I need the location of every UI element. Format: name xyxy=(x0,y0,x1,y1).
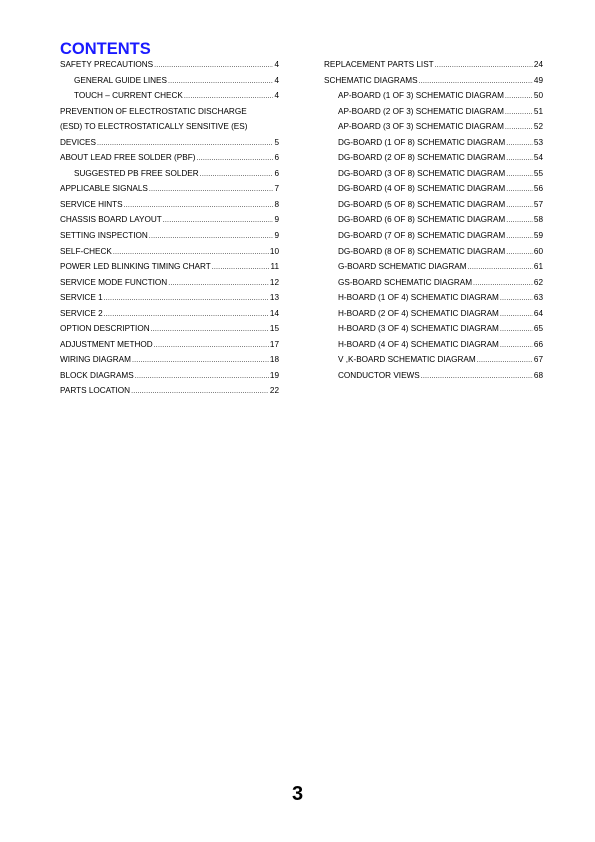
toc-entry[interactable] xyxy=(60,88,279,104)
dot-leader xyxy=(200,167,274,183)
dot-leader xyxy=(506,229,533,245)
dot-leader xyxy=(212,260,270,276)
dot-leader xyxy=(500,322,533,338)
dot-leader xyxy=(500,338,533,354)
toc-entry-page: 52 xyxy=(533,122,543,132)
toc-entry-title: ABOUT LEAD FREE SOLDER (PBF) xyxy=(60,153,196,163)
toc-entry-title: AP-BOARD (2 OF 3) SCHEMATIC DIAGRAM xyxy=(338,106,504,116)
toc-entry[interactable] xyxy=(60,352,279,368)
toc-entry-title: DEVICES xyxy=(60,137,96,147)
toc-entry[interactable] xyxy=(324,321,543,337)
toc-entry-page: 17 xyxy=(269,339,279,349)
toc-entry-title: SERVICE 2 xyxy=(60,308,103,318)
toc-entry[interactable] xyxy=(60,181,279,197)
toc-entry[interactable] xyxy=(60,321,279,337)
toc-entry-page: 57 xyxy=(533,199,543,209)
toc-entry-page: 22 xyxy=(269,386,279,396)
toc-entry-page: 10 xyxy=(269,246,279,256)
dot-leader xyxy=(435,58,533,74)
toc-entry[interactable] xyxy=(324,228,543,244)
toc-entry-page: 65 xyxy=(533,324,543,334)
toc-entry[interactable] xyxy=(324,181,543,197)
toc-entry-page: 4 xyxy=(274,91,279,101)
dot-leader xyxy=(506,167,533,183)
toc-entry-title: SCHEMATIC DIAGRAMS xyxy=(324,75,418,85)
page-number: 3 xyxy=(291,783,304,805)
toc-entry[interactable] xyxy=(60,306,279,322)
toc-entry[interactable] xyxy=(60,337,279,353)
dot-leader xyxy=(149,229,274,245)
toc-entry-page: 60 xyxy=(533,246,543,256)
toc-entry-page: 11 xyxy=(270,262,279,272)
toc-entry[interactable] xyxy=(324,73,543,89)
toc-entry-page: 55 xyxy=(533,168,543,178)
dot-leader xyxy=(168,276,269,292)
toc-entry-title: DG-BOARD (4 OF 8) SCHEMATIC DIAGRAM xyxy=(338,184,506,194)
toc-entry-title: POWER LED BLINKING TIMING CHART xyxy=(60,262,211,272)
toc-entry-page: 8 xyxy=(274,199,279,209)
toc-entry-page: 12 xyxy=(269,277,279,287)
toc-entry[interactable] xyxy=(60,383,279,399)
dot-leader xyxy=(500,291,533,307)
toc-entry-page: 5 xyxy=(274,137,279,147)
toc-entry[interactable] xyxy=(324,368,543,384)
dot-leader xyxy=(477,353,533,369)
dot-leader xyxy=(154,338,269,354)
toc-entry-title: REPLACEMENT PARTS LIST xyxy=(324,60,434,69)
toc-entry-title: APPLICABLE SIGNALS xyxy=(60,184,148,194)
toc-entry-page: 15 xyxy=(269,324,279,334)
toc-entry-title: DG-BOARD (8 OF 8) SCHEMATIC DIAGRAM xyxy=(338,246,506,256)
toc-entry-page: 59 xyxy=(533,231,543,241)
dot-leader xyxy=(505,105,533,121)
toc-entry[interactable] xyxy=(324,244,543,260)
dot-leader xyxy=(132,353,269,369)
toc-entry-title: V ,K-BOARD SCHEMATIC DIAGRAM xyxy=(338,355,476,365)
toc-entry-title: OPTION DESCRIPTION xyxy=(60,324,150,334)
toc-entry-page: 4 xyxy=(274,75,279,85)
dot-leader xyxy=(149,182,274,198)
toc-entry-page: 68 xyxy=(533,370,543,380)
toc-entry[interactable] xyxy=(324,352,543,368)
toc-entry-page: 51 xyxy=(533,106,543,116)
dot-leader xyxy=(506,151,533,167)
toc-entry-title: H-BOARD (2 OF 4) SCHEMATIC DIAGRAM xyxy=(338,308,499,318)
toc-entry-page: 9 xyxy=(274,231,279,241)
toc-entry-title: DG-BOARD (2 OF 8) SCHEMATIC DIAGRAM xyxy=(338,153,506,163)
toc-entry[interactable] xyxy=(60,197,279,213)
toc-entry-title: CONDUCTOR VIEWS xyxy=(338,370,420,380)
dot-leader xyxy=(135,369,269,385)
toc-entry[interactable] xyxy=(60,135,279,151)
toc-entry-title: G-BOARD SCHEMATIC DIAGRAM xyxy=(338,262,467,272)
toc-entry[interactable] xyxy=(324,337,543,353)
toc-left-column xyxy=(60,57,279,399)
toc-entry-title: H-BOARD (4 OF 4) SCHEMATIC DIAGRAM xyxy=(338,339,499,349)
toc-entry[interactable] xyxy=(60,290,279,306)
toc-entry[interactable] xyxy=(324,135,543,151)
dot-leader xyxy=(97,136,273,152)
toc-entry-page: 7 xyxy=(274,184,279,194)
dot-leader xyxy=(473,276,533,292)
dot-leader xyxy=(421,369,533,385)
dot-leader xyxy=(505,89,533,105)
toc-entry[interactable] xyxy=(60,244,279,260)
toc-entry-title: DG-BOARD (3 OF 8) SCHEMATIC DIAGRAM xyxy=(338,168,506,178)
toc-entry[interactable] xyxy=(324,104,543,120)
dot-leader xyxy=(506,245,533,261)
toc-entry-page: 58 xyxy=(533,215,543,225)
contents-title: CONTENTS xyxy=(60,40,151,58)
dot-leader xyxy=(104,307,269,323)
toc-entry[interactable] xyxy=(60,73,279,89)
toc-entry-page: 50 xyxy=(533,91,543,101)
dot-leader xyxy=(506,182,533,198)
dot-leader xyxy=(154,58,273,74)
toc-entry-page: 4 xyxy=(274,60,279,69)
toc-entry-title: GENERAL GUIDE LINES xyxy=(74,75,167,85)
toc-entry-title: AP-BOARD (3 OF 3) SCHEMATIC DIAGRAM xyxy=(338,122,504,132)
toc-entry-title: TOUCH – CURRENT CHECK xyxy=(74,91,183,101)
toc-entry-page: 56 xyxy=(533,184,543,194)
toc-entry-page: 54 xyxy=(533,153,543,163)
toc-entry-page: 13 xyxy=(269,293,279,303)
toc-entry-page: 53 xyxy=(533,137,543,147)
toc-entry-title: (ESD) TO ELECTROSTATICALLY SENSITIVE (ES) xyxy=(60,122,248,132)
dot-leader xyxy=(506,136,533,152)
toc-entry-page: 6 xyxy=(274,168,279,178)
toc-entry-page: 19 xyxy=(269,370,279,380)
toc-entry[interactable] xyxy=(60,212,279,228)
dot-leader xyxy=(196,151,273,167)
toc-entry[interactable] xyxy=(324,119,543,135)
dot-leader xyxy=(124,198,274,214)
toc-entry-title: CHASSIS BOARD LAYOUT xyxy=(60,215,162,225)
dot-leader xyxy=(104,291,269,307)
toc-entry[interactable] xyxy=(324,275,543,291)
toc-entry-title: DG-BOARD (5 OF 8) SCHEMATIC DIAGRAM xyxy=(338,199,506,209)
toc-entry[interactable] xyxy=(60,104,279,120)
toc-entry-title: ADJUSTMENT METHOD xyxy=(60,339,153,349)
dot-leader xyxy=(131,384,269,400)
toc-entry-page: 66 xyxy=(533,339,543,349)
dot-leader xyxy=(468,260,533,276)
dot-leader xyxy=(506,213,533,229)
toc-entry[interactable] xyxy=(324,290,543,306)
toc-right-column xyxy=(324,57,543,383)
toc-entry[interactable] xyxy=(324,197,543,213)
toc-entry-title: SETTING INSPECTION xyxy=(60,231,148,241)
toc-entry[interactable] xyxy=(60,57,279,73)
dot-leader xyxy=(505,120,533,136)
toc-entry-title: SERVICE MODE FUNCTION xyxy=(60,277,168,287)
toc-entry-page: 9 xyxy=(274,215,279,225)
toc-entry-title: SERVICE 1 xyxy=(60,293,103,303)
toc-entry-title: DG-BOARD (6 OF 8) SCHEMATIC DIAGRAM xyxy=(338,215,506,225)
toc-entry-page: 64 xyxy=(533,308,543,318)
toc-entry[interactable] xyxy=(60,368,279,384)
toc-entry-title: DG-BOARD (7 OF 8) SCHEMATIC DIAGRAM xyxy=(338,231,506,241)
toc-entry-title: PREVENTION OF ELECTROSTATIC DISCHARGE xyxy=(60,106,247,116)
toc-entry-page: 67 xyxy=(533,355,543,365)
dot-leader xyxy=(500,307,533,323)
toc-entry-title: WIRING DIAGRAM xyxy=(60,355,131,365)
toc-entry-page: 63 xyxy=(533,293,543,303)
toc-entry-title: PARTS LOCATION xyxy=(60,386,131,396)
toc-entry-title: GS-BOARD SCHEMATIC DIAGRAM xyxy=(338,277,473,287)
dot-leader xyxy=(168,74,273,90)
dot-leader xyxy=(506,198,533,214)
toc-entry-title: H-BOARD (3 OF 4) SCHEMATIC DIAGRAM xyxy=(338,324,499,334)
toc-entry[interactable] xyxy=(324,259,543,275)
toc-entry[interactable] xyxy=(324,57,543,73)
toc-entry-title: SERVICE HINTS xyxy=(60,199,123,209)
dot-leader xyxy=(184,89,274,105)
toc-entry[interactable] xyxy=(60,228,279,244)
toc-entry[interactable] xyxy=(324,212,543,228)
toc-entry-title: SAFETY PRECAUTIONS xyxy=(60,60,154,69)
toc-entry-page: 49 xyxy=(533,75,543,85)
toc-entry[interactable] xyxy=(324,88,543,104)
toc-entry-title: SELF-CHECK xyxy=(60,246,112,256)
dot-leader xyxy=(113,245,269,261)
toc-entry[interactable] xyxy=(324,306,543,322)
toc-entry[interactable] xyxy=(60,166,279,182)
toc-entry-page: 24 xyxy=(533,60,543,69)
toc-entry[interactable] xyxy=(60,150,279,166)
toc-entry[interactable] xyxy=(60,119,279,135)
toc-entry[interactable] xyxy=(324,150,543,166)
toc-entry-page: 61 xyxy=(533,262,543,272)
toc-entry-title: SUGGESTED PB FREE SOLDER xyxy=(74,168,199,178)
toc-entry[interactable] xyxy=(60,259,279,275)
toc-entry-title: H-BOARD (1 OF 4) SCHEMATIC DIAGRAM xyxy=(338,293,499,303)
toc-entry-title: DG-BOARD (1 OF 8) SCHEMATIC DIAGRAM xyxy=(338,137,506,147)
dot-leader xyxy=(151,322,269,338)
toc-entry-title: AP-BOARD (1 OF 3) SCHEMATIC DIAGRAM xyxy=(338,91,504,101)
toc-entry-page: 6 xyxy=(274,153,279,163)
toc-entry-page: 14 xyxy=(269,308,279,318)
dot-leader xyxy=(163,213,274,229)
toc-entry-page: 62 xyxy=(533,277,543,287)
dot-leader xyxy=(419,74,533,90)
toc-entry-title: BLOCK DIAGRAMS xyxy=(60,370,134,380)
toc-entry[interactable] xyxy=(60,275,279,291)
toc-entry-page: 18 xyxy=(269,355,279,365)
toc-entry[interactable] xyxy=(324,166,543,182)
